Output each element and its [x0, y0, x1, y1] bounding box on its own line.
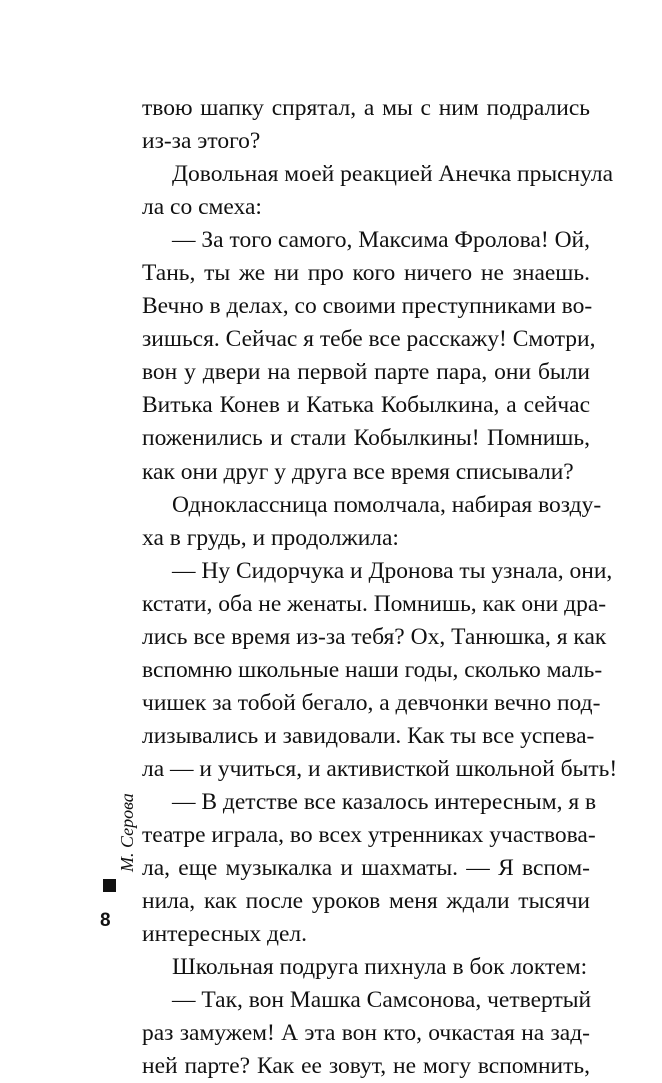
text-line: как они друг у друга все время списывали?: [142, 458, 574, 485]
text-line: лизывались и завидовали. Как ты все успева-: [142, 722, 595, 749]
text-line: чишек за тобой бегало, а девчонки вечно под-: [142, 689, 601, 716]
text-line: ха в грудь, и продолжила:: [142, 524, 399, 551]
text-line: — За того самого, Максима Фролова! Ой,: [172, 227, 590, 254]
text-line: — Так, вон Машка Самсонова, четвертый: [172, 987, 592, 1014]
text-line: вон у двери на первой парте пара, они были: [142, 359, 590, 386]
page-number: 8: [100, 910, 111, 931]
text-line: твою шапку спрятал, а мы с ним подрались: [142, 95, 590, 121]
text-line: нила, как после уроков меня ждали тысячи: [142, 888, 590, 915]
text-line: поженились и стали Кобылкины! Помнишь,: [142, 425, 590, 452]
text-line: — Ну Сидорчука и Дронова ты узнала, они,: [172, 557, 613, 584]
text-line: театре играла, во всех утренниках участвова-: [142, 822, 596, 849]
text-line: ней парте? Как ее зовут, не могу вспомнить,: [142, 1053, 590, 1080]
text-line: раз замужем! А эта вон кто, очкастая на зад-: [142, 1020, 590, 1047]
running-head-author: М. Серова: [117, 793, 137, 872]
body-text: [142, 92, 618, 1083]
text-line: кстати, оба не женаты. Помнишь, как они дра-: [142, 590, 607, 617]
text-line: Витька Конев и Катька Кобылкина, а сейчас: [142, 392, 590, 419]
text-line: ла со смеха:: [142, 194, 262, 221]
text-line: Тань, ты же ни про кого ничего не знаешь.: [142, 260, 590, 287]
text-line: Довольная моей реакцией Анечка прыснула: [172, 161, 614, 188]
text-line: — В детстве все казалось интересным, я в: [172, 788, 597, 815]
text-line: интересных дел.: [142, 921, 308, 948]
text-line: вспомню школьные наши годы, сколько маль-: [142, 656, 603, 683]
text-line: лись все время из-за тебя? Ох, Танюшка, я как: [142, 623, 607, 650]
running-head-marker: [103, 879, 116, 892]
text-line: Одноклассница помолчала, набирая возду-: [172, 491, 602, 518]
text-line: ла, еще музыкалка и шахматы. — Я вспом-: [142, 855, 590, 882]
text-line: ла — и учиться, и активисткой школьной быть!: [142, 755, 618, 782]
text-line: из-за этого?: [142, 128, 261, 155]
text-line: Школьная подруга пихнула в бок локтем:: [172, 954, 588, 981]
text-line: Вечно в делах, со своими преступниками во-: [142, 293, 593, 320]
text-line: зишься. Сейчас я тебе все расскажу! Смотри,: [142, 326, 596, 353]
